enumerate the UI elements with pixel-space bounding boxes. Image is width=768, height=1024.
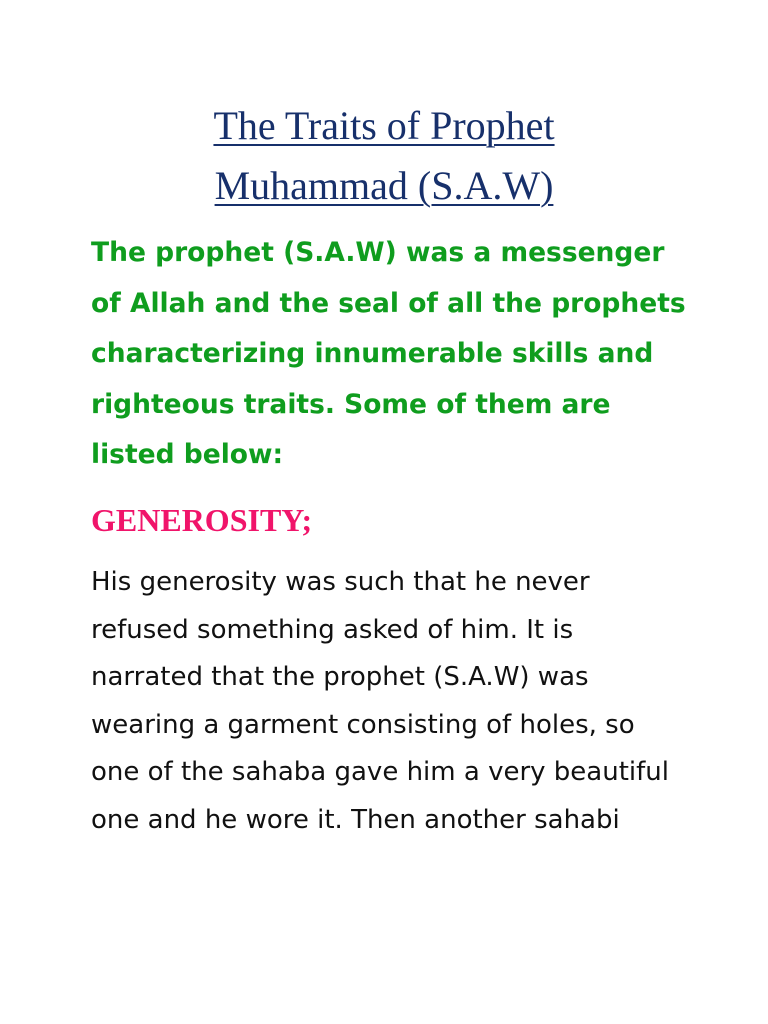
- intro-line: righteous traits. Some of them are: [91, 388, 611, 420]
- body-line: wearing a garment consisting of holes, so: [91, 709, 635, 740]
- intro-line: of Allah and the seal of all the prophets: [91, 287, 686, 319]
- body-line: one and he wore it. Then another sahabi: [91, 804, 620, 835]
- intro-line: listed below:: [91, 439, 284, 470]
- title-line-text: Muhammad (S.A.W): [214, 163, 554, 208]
- title-line: [0, 96, 768, 156]
- intro-line: The prophet (S.A.W) was a messenger: [91, 237, 665, 268]
- title-line-text: The Traits of Prophet: [213, 103, 555, 148]
- section-heading: GENEROSITY;: [91, 502, 313, 538]
- body-line: refused something asked of him. It is: [91, 614, 574, 645]
- body-line: narrated that the prophet (S.A.W) was: [91, 662, 589, 692]
- body-line: one of the sahaba gave him a very beautiful: [91, 757, 669, 787]
- title-line: [0, 156, 768, 216]
- body-line: His generosity was such that he never: [91, 567, 590, 597]
- body-paragraph: [91, 559, 711, 844]
- intro-paragraph: [91, 228, 711, 481]
- document-title: [0, 96, 768, 216]
- intro-line: characterizing innumerable skills and: [91, 338, 654, 369]
